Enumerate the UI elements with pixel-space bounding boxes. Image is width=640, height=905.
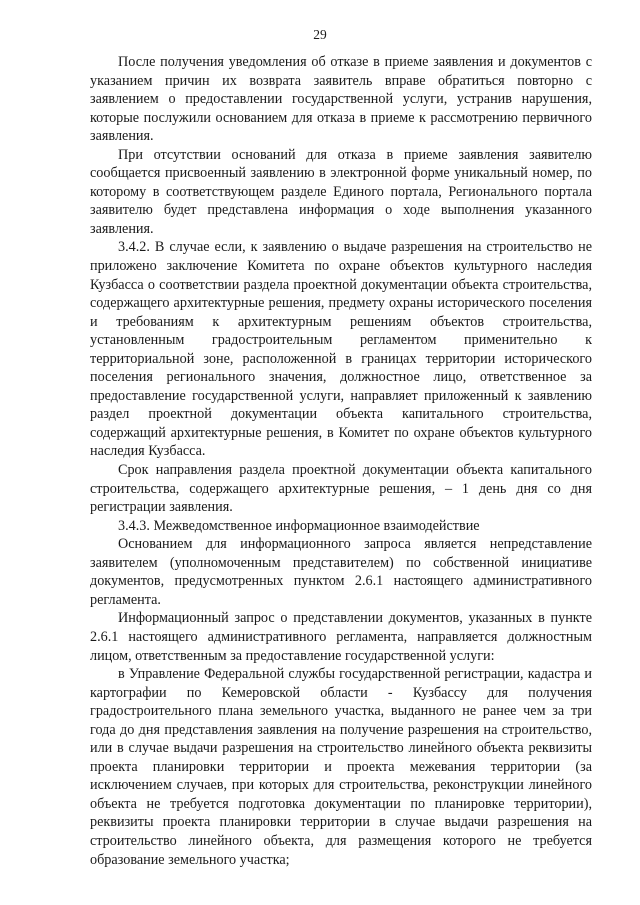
paragraph-3-4-2: 3.4.2. В случае если, к заявлению о выдаче разрешения на строительство не приложено заключение Комитета по охране объектов культурного наследия Кузбасса о соответствии раздела проектной документации объекта строительства, содержащего архитектурные решения, предмету охраны исторического поселения и требованиям к архитектурным решениям объектов строительства, установленным градостроительным регламентом применительно к территориальной зоне, расположенной в границах территории исторического поселения регионального значения, должностное лицо, ответственное за предоставление государственной услуги, направляет приложенный к заявлению раздел проектной документации объекта капитального строительства, содержащий архитектурные решения, в Комитет по охране объектов культурного наследия Кузбасса. xyxy=(90,239,592,460)
document-body xyxy=(90,53,592,869)
paragraph-resubmission: После получения уведомления об отказе в приеме заявления и документов с указанием причин их возврата заявитель вправе обратиться повторно с заявлением о предоставлении государственной услуги, устранив нарушения, которые послужили основанием для отказа в приеме к рассмотрению первичного заявления. xyxy=(90,54,592,145)
section-heading-3-4-3: 3.4.3. Межведомственное информационное взаимодействие xyxy=(118,517,480,534)
paragraph-deadline: Срок направления раздела проектной документации объекта капитального строительства, содержащего архитектурные решения, – 1 день дня со дня регистрации заявления. xyxy=(90,462,592,516)
paragraph-rosreestr: в Управление Федеральной службы государственной регистрации, кадастра и картографии по Кемеровской области - Кузбассу для получения градостроительного плана земельного участка, выданного не ранее чем за три года до дня представления заявления на получение разрешения на строительство, или в случае выдачи разрешения на строительство линейного объекта реквизиты проекта планировки территории и проекта межевания территории (за исключением случаев, при которых для строительства, реконструкции линейного объекта не требуется подготовка документации по планировке территории), реквизиты проекта планировки территории в случае выдачи разрешения на строительство линейного объекта, для размещения которого не требуется образование земельного участка; xyxy=(90,666,592,868)
page-number: 29 xyxy=(313,27,327,42)
paragraph-request-basis: Основанием для информационного запроса является непредставление заявителем (уполномоченным представителем) по собственной инициативе документов, предусмотренных пунктом 2.6.1 настоящего административного регламента. xyxy=(90,536,592,608)
paragraph-request-sent: Информационный запрос о представлении документов, указанных в пункте 2.6.1 настоящего административного регламента, направляется должностным лицом, ответственным за предоставление государственной услуги: xyxy=(90,610,592,664)
paragraph-unique-number: При отсутствии оснований для отказа в приеме заявления заявителю сообщается присвоенный заявлению в электронной форме уникальный номер, по которому в соответствующем разделе Единого портала, Регионального портала заявителю будет представлена информация о ходе выполнения указанного заявления. xyxy=(90,146,592,237)
